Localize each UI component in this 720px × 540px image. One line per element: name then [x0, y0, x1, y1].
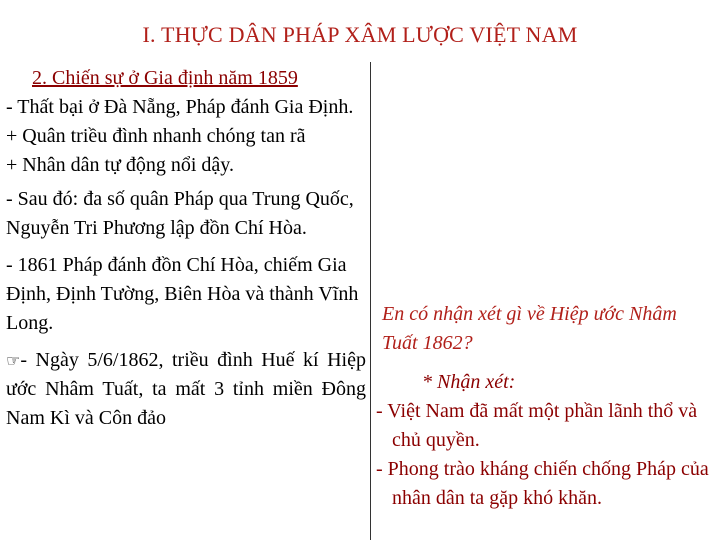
text-line-army: + Quân triều đình nhanh chóng tan rã	[6, 125, 306, 147]
remark-resistance: - Phong trào kháng chiến chống Pháp của nhân dân ta gặp khó khăn.	[376, 458, 709, 509]
question-text: En có nhận xét gì về Hiệp ước Nhâm Tuất 1862?	[382, 303, 677, 354]
remark-territory: - Việt Nam đã mất một phần lãnh thổ và chủ quyền.	[376, 400, 698, 451]
section-subheading: 2. Chiến sự ở Gia định năm 1859	[32, 67, 298, 89]
right-column	[376, 300, 716, 513]
column-divider	[370, 62, 371, 540]
pointing-hand-icon: ☞	[6, 351, 21, 370]
text-line-1861: - 1861 Pháp đánh đồn Chí Hòa, chiếm Gia Định, Định Tường, Biên Hòa và thành Vĩnh Long.	[6, 254, 359, 334]
text-line-chi-hoa: - Sau đó: đa số quân Pháp qua Trung Quốc, Nguyễn Tri Phương lập đồn Chí Hòa.	[6, 188, 354, 239]
treaty-text: - Ngày 5/6/1862, triều đình Huế kí Hiệp ước Nhâm Tuất, ta mất 3 tỉnh miền Đông Nam Kì và Côn đảo	[6, 349, 366, 429]
remark-heading: * Nhận xét:	[422, 371, 516, 393]
left-column	[6, 64, 366, 433]
text-line-defeat: - Thất bại ở Đà Nẵng, Pháp đánh Gia Định.	[6, 96, 354, 118]
slide-title: I. THỰC DÂN PHÁP XÂM LƯỢC VIỆT NAM	[142, 22, 578, 47]
text-line-treaty	[6, 346, 366, 433]
text-line-people: + Nhân dân tự động nổi dậy.	[6, 154, 235, 176]
